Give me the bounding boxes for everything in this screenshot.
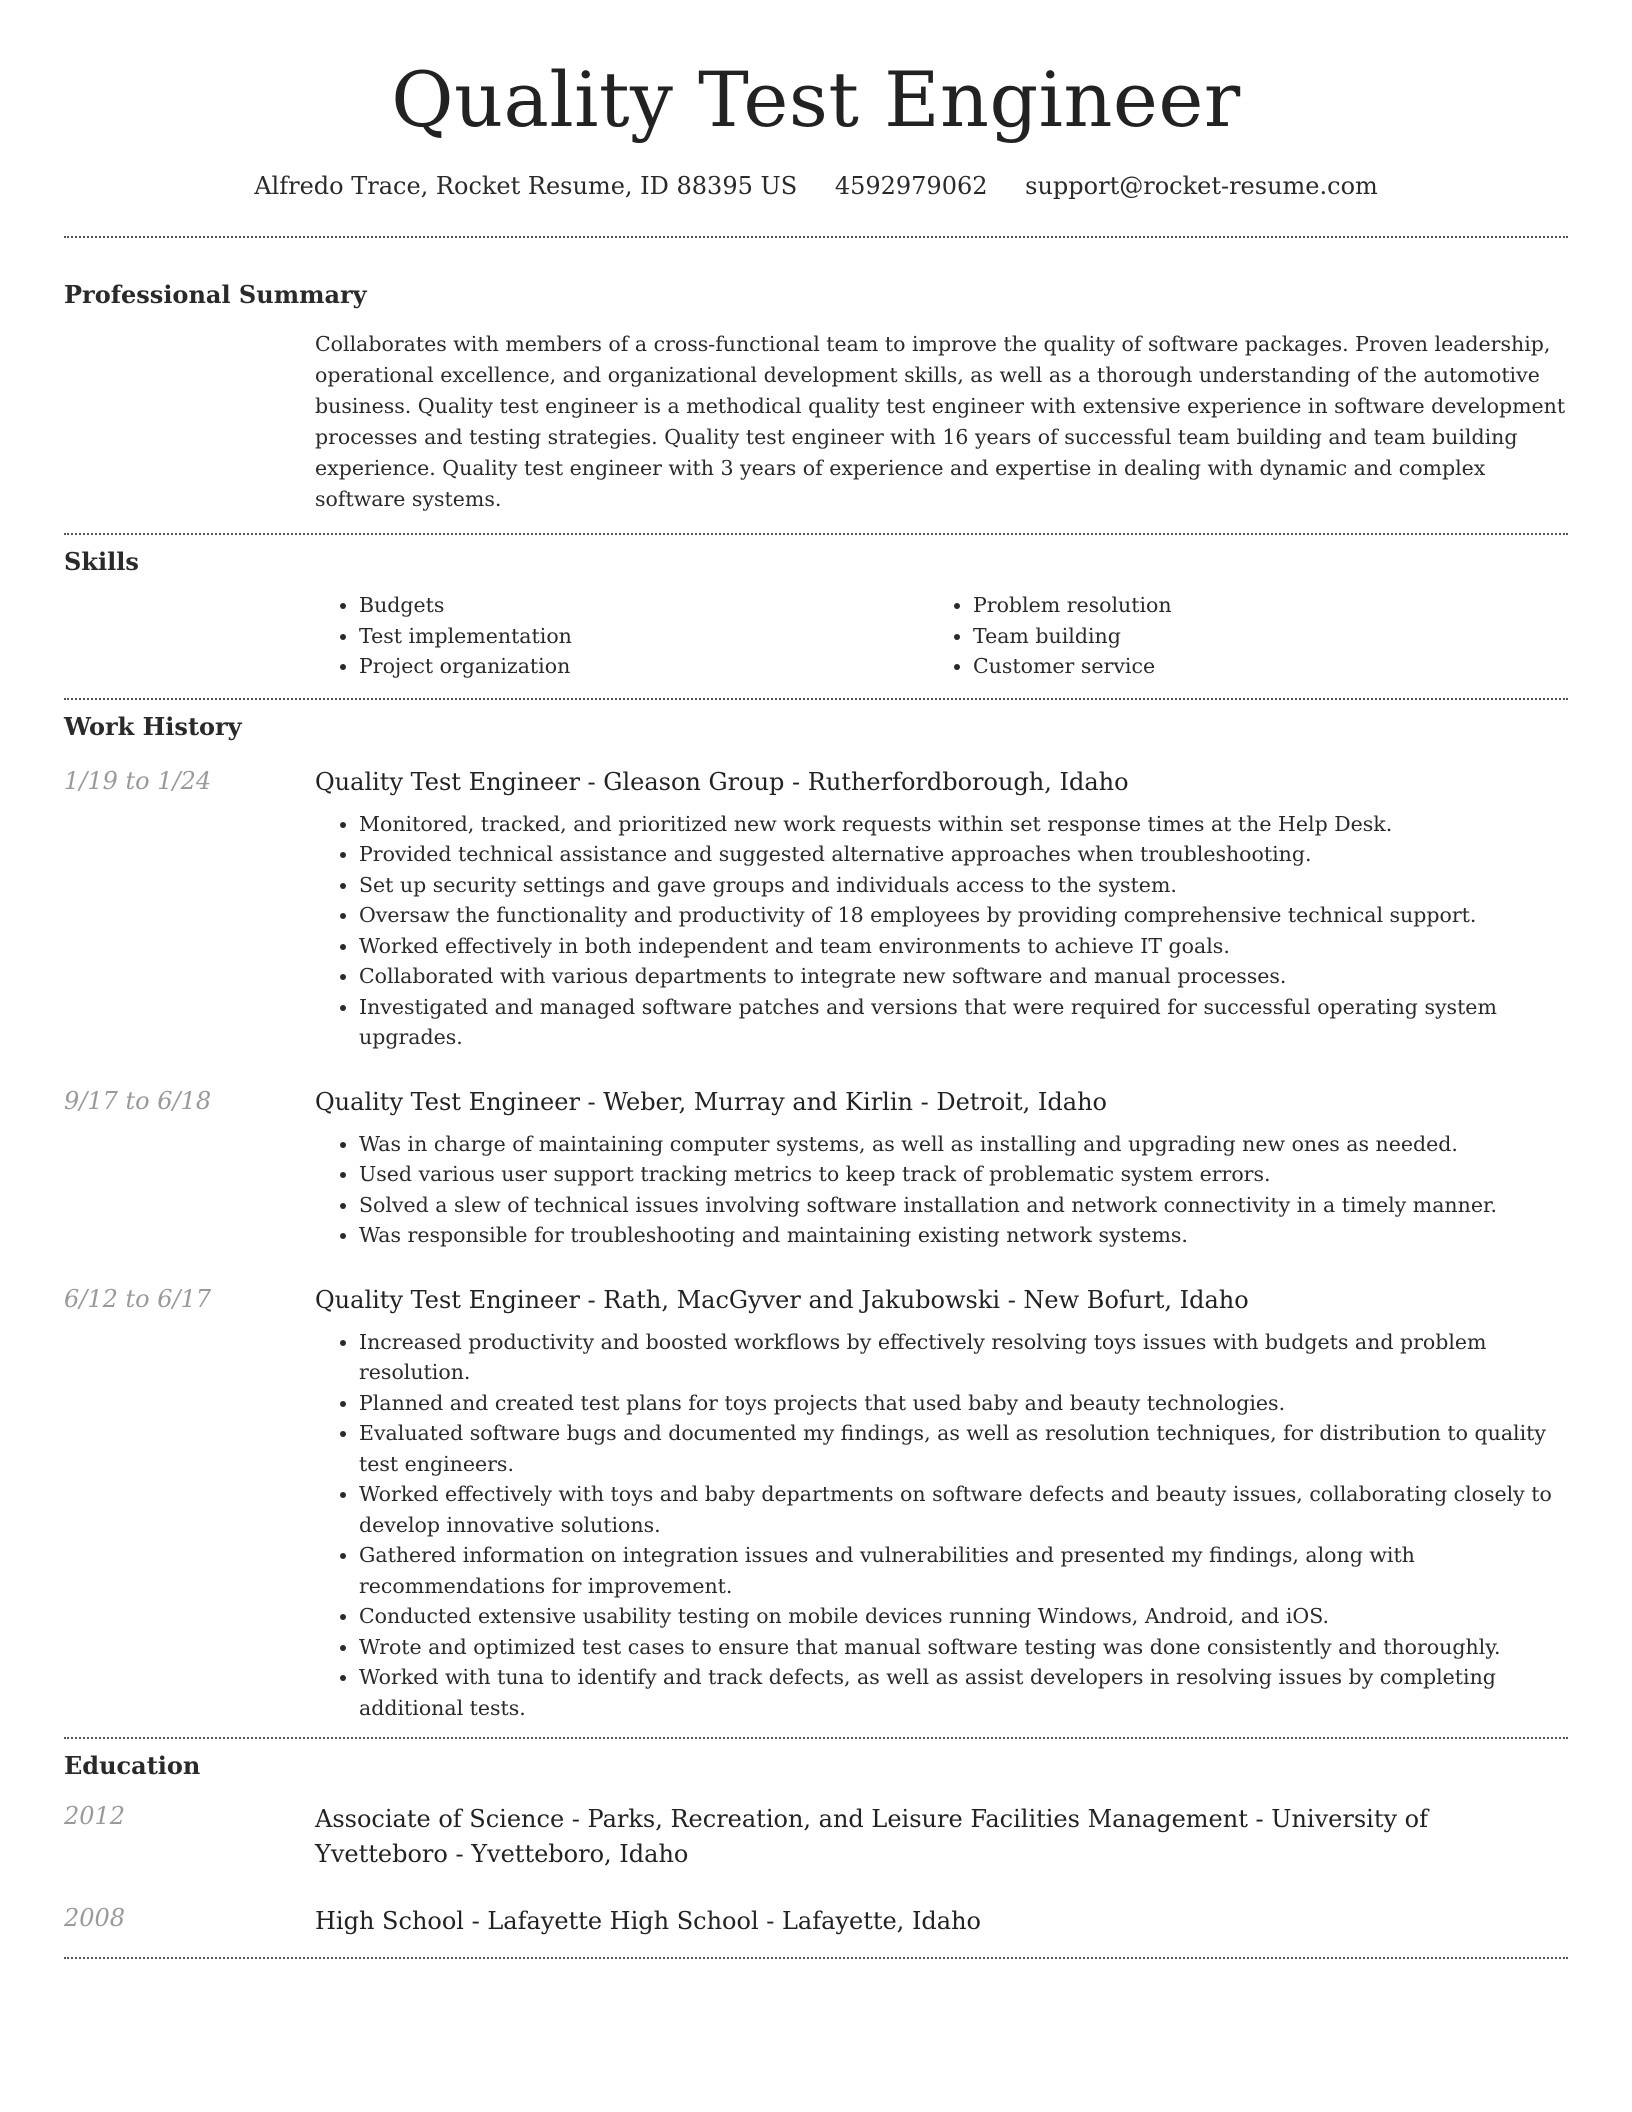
- job-bullet: • Investigated and managed software patches and versions that were required for successful operating system upgrades.: [359, 992, 1568, 1053]
- skills-section: [64, 535, 1568, 682]
- summary-section: [64, 238, 1568, 515]
- skills-list-left: [315, 590, 929, 682]
- job-bullet: • Evaluated software bugs and documented my findings, as well as resolution techniques, for distribution to quality test engineers.: [359, 1418, 1568, 1479]
- skills-heading: Skills: [64, 547, 139, 576]
- job-title: Quality Test Engineer - Weber, Murray and Kirlin - Detroit, Idaho: [315, 1087, 1107, 1116]
- education-year: 2012: [64, 1802, 126, 1830]
- job-bullets: [315, 1129, 1568, 1251]
- job-bullet: • Used various user support tracking metrics to keep track of problematic system errors.: [359, 1159, 1568, 1190]
- contact-line: [64, 172, 1568, 200]
- job-title: Quality Test Engineer - Gleason Group - Rutherfordborough, Idaho: [315, 767, 1129, 796]
- contact-phone: 4592979062: [834, 172, 988, 200]
- education-year: 2008: [64, 1904, 126, 1932]
- skill-item: • Team building: [973, 621, 1543, 652]
- job-dates: 6/12 to 6/17: [64, 1284, 212, 1313]
- job-bullet: • Increased productivity and boosted workflows by effectively resolving toys issues with budgets and problem resolution.: [359, 1327, 1568, 1388]
- education-entry: [64, 1904, 1568, 1939]
- job-bullet: • Worked effectively with toys and baby departments on software defects and beauty issues, collaborating closely to develop innovative solutions.: [359, 1479, 1568, 1540]
- job-bullet: • Conducted extensive usability testing on mobile devices running Windows, Android, and iOS.: [359, 1601, 1568, 1632]
- skill-item: • Test implementation: [359, 621, 929, 652]
- job-bullet: • Monitored, tracked, and prioritized new work requests within set response times at the Help Desk.: [359, 809, 1568, 840]
- skill-item: • Project organization: [359, 651, 929, 682]
- divider: [64, 1957, 1568, 1959]
- skill-item: • Problem resolution: [973, 590, 1543, 621]
- job-bullets: [315, 1327, 1568, 1724]
- job-title: Quality Test Engineer - Rath, MacGyver and Jakubowski - New Bofurt, Idaho: [315, 1285, 1249, 1314]
- job-bullets: [315, 809, 1568, 1053]
- skills-list-right: [929, 590, 1543, 682]
- job-bullet: • Oversaw the functionality and productivity of 18 employees by providing comprehensive technical support.: [359, 900, 1568, 931]
- education-section: [64, 1739, 1568, 1939]
- education-entry: [64, 1802, 1568, 1872]
- education-heading: Education: [64, 1751, 201, 1780]
- job-bullet: • Wrote and optimized test cases to ensure that manual software testing was done consistently and thoroughly.: [359, 1632, 1568, 1663]
- job-bullet: • Set up security settings and gave groups and individuals access to the system.: [359, 870, 1568, 901]
- job-bullet: • Solved a slew of technical issues involving software installation and network connectivity in a timely manner.: [359, 1190, 1568, 1221]
- job-entry: [64, 767, 1568, 1053]
- work-heading: Work History: [64, 711, 242, 741]
- skill-item: • Budgets: [359, 590, 929, 621]
- summary-heading: Professional Summary: [64, 280, 367, 309]
- summary-text: Collaborates with members of a cross-functional team to improve the quality of software packages. Proven leadership, operational excellence, and organizational development skills, as well as a thorough understanding of the automotive business. Quality test engineer is a methodical quality test engineer with extensive experience in software development processes and testing strategies. Quality test engineer with 16 years of successful team building and team building experience. Quality test engineer with 3 years of experience and expertise in dealing with dynamic and complex software systems.: [315, 332, 1566, 511]
- job-bullet: • Collaborated with various departments to integrate new software and manual processes.: [359, 961, 1568, 992]
- job-bullet: • Worked with tuna to identify and track defects, as well as assist developers in resolving issues by completing additional tests.: [359, 1662, 1568, 1723]
- job-dates: 1/19 to 1/24: [64, 766, 212, 795]
- contact-email: support@rocket-resume.com: [1025, 172, 1378, 200]
- resume-title: Quality Test Engineer: [391, 55, 1241, 144]
- job-dates: 9/17 to 6/18: [64, 1086, 212, 1115]
- job-bullet: • Planned and created test plans for toys projects that used baby and beauty technologies.: [359, 1388, 1568, 1419]
- job-bullet: • Was in charge of maintaining computer systems, as well as installing and upgrading new ones as needed.: [359, 1129, 1568, 1160]
- job-bullet: • Was responsible for troubleshooting and maintaining existing network systems.: [359, 1220, 1568, 1251]
- education-title: Associate of Science - Parks, Recreation, and Leisure Facilities Management - University of Yvetteboro - Yvetteboro, Idaho: [315, 1805, 1428, 1868]
- job-entry: [64, 1087, 1568, 1251]
- job-bullet: • Worked effectively in both independent and team environments to achieve IT goals.: [359, 931, 1568, 962]
- job-bullet: • Gathered information on integration issues and vulnerabilities and presented my findings, along with recommendations for improvement.: [359, 1540, 1568, 1601]
- job-entry: [64, 1285, 1568, 1724]
- work-section: [64, 700, 1568, 1724]
- job-bullet: • Provided technical assistance and suggested alternative approaches when troubleshooting.: [359, 839, 1568, 870]
- skill-item: • Customer service: [973, 651, 1543, 682]
- contact-address: Alfredo Trace, Rocket Resume, ID 88395 US: [254, 172, 798, 200]
- education-title: High School - Lafayette High School - Lafayette, Idaho: [315, 1907, 981, 1935]
